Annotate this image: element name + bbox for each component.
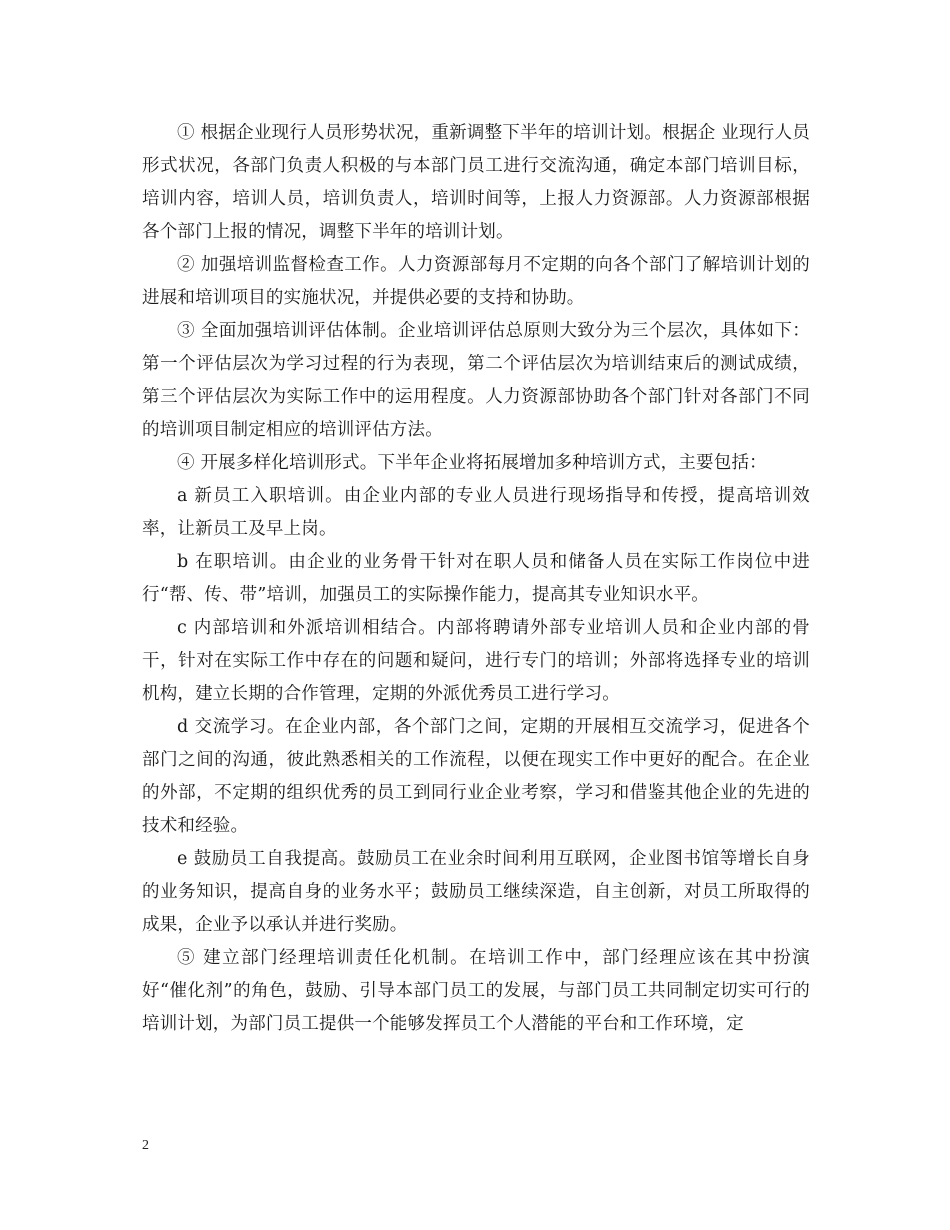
paragraph-evaluation-system: ③ 全面加强培训评估体制。企业培训评估总原则大致分为三个层次，具体如下：第一个评估层次为学习过程的行为表现，第二个评估层次为培训结束后的测试成绩，第三个评估层次为实际工作中的运用程度。人力资源部协助各个部门针对各部门不同的培训项目制定相应的培训评估方法。 [142, 321, 810, 440]
paragraph-training-plan-adjustment: ① 根据企业现行人员形势状况，重新调整下半年的培训计划。根据企 业现行人员形式状况，各部门负责人积极的与本部门员工进行交流沟通，确定本部门培训目标，培训内容，培训人员，培训负责人，培训时间等，上报人力资源部。人力资源部根据各个部门上报的情况，调整下半年的培训计划。 [142, 123, 810, 242]
document-body [142, 117, 810, 1041]
paragraph-on-job-training: b 在职培训。由企业的业务骨干针对在职人员和储备人员在实际工作岗位中进行“帮、传、带”培训，加强员工的实际操作能力，提高其专业知识水平。 [142, 552, 810, 605]
paragraph-exchange-learning: d 交流学习。在企业内部，各个部门之间，定期的开展相互交流学习，促进各个部门之间的沟通，彼此熟悉相关的工作流程，以便在现实工作中更好的配合。在企业的外部，不定期的组织优秀的员工到同行业企业考察，学习和借鉴其他企业的先进的技术和经验。 [142, 717, 810, 836]
paragraph-supervision: ② 加强培训监督检查工作。人力资源部每月不定期的向各个部门了解培训计划的进展和培训项目的实施状况，并提供必要的支持和协助。 [142, 255, 810, 308]
page-number: 2 [142, 1138, 149, 1153]
paragraph-internal-external-training: c 内部培训和外派培训相结合。内部将聘请外部专业培训人员和企业内部的骨干，针对在实际工作中存在的问题和疑问，进行专门的培训；外部将选择专业的培训机构，建立长期的合作管理，定期的外派优秀员工进行学习。 [142, 618, 810, 704]
paragraph-diverse-training: ④ 开展多样化培训形式。下半年企业将拓展增加多种培训方式，主要包括： [177, 453, 767, 473]
paragraph-self-improvement: e 鼓励员工自我提高。鼓励员工在业余时间利用互联网，企业图书馆等增长自身的业务知识，提高自身的业务水平；鼓励员工继续深造，自主创新，对员工所取得的成果，企业予以承认并进行奖励。 [142, 849, 810, 935]
paragraph-manager-responsibility: ⑤ 建立部门经理培训责任化机制。在培训工作中，部门经理应该在其中扮演好“催化剂”的角色，鼓励、引导本部门员工的发展，与部门员工共同制定切实可行的培训计划，为部门员工提供一个能够发挥员工个人潜能的平台和工作环境，定 [142, 948, 810, 1034]
paragraph-new-employee-training: a 新员工入职培训。由企业内部的专业人员进行现场指导和传授，提高培训效率，让新员工及早上岗。 [142, 486, 810, 539]
